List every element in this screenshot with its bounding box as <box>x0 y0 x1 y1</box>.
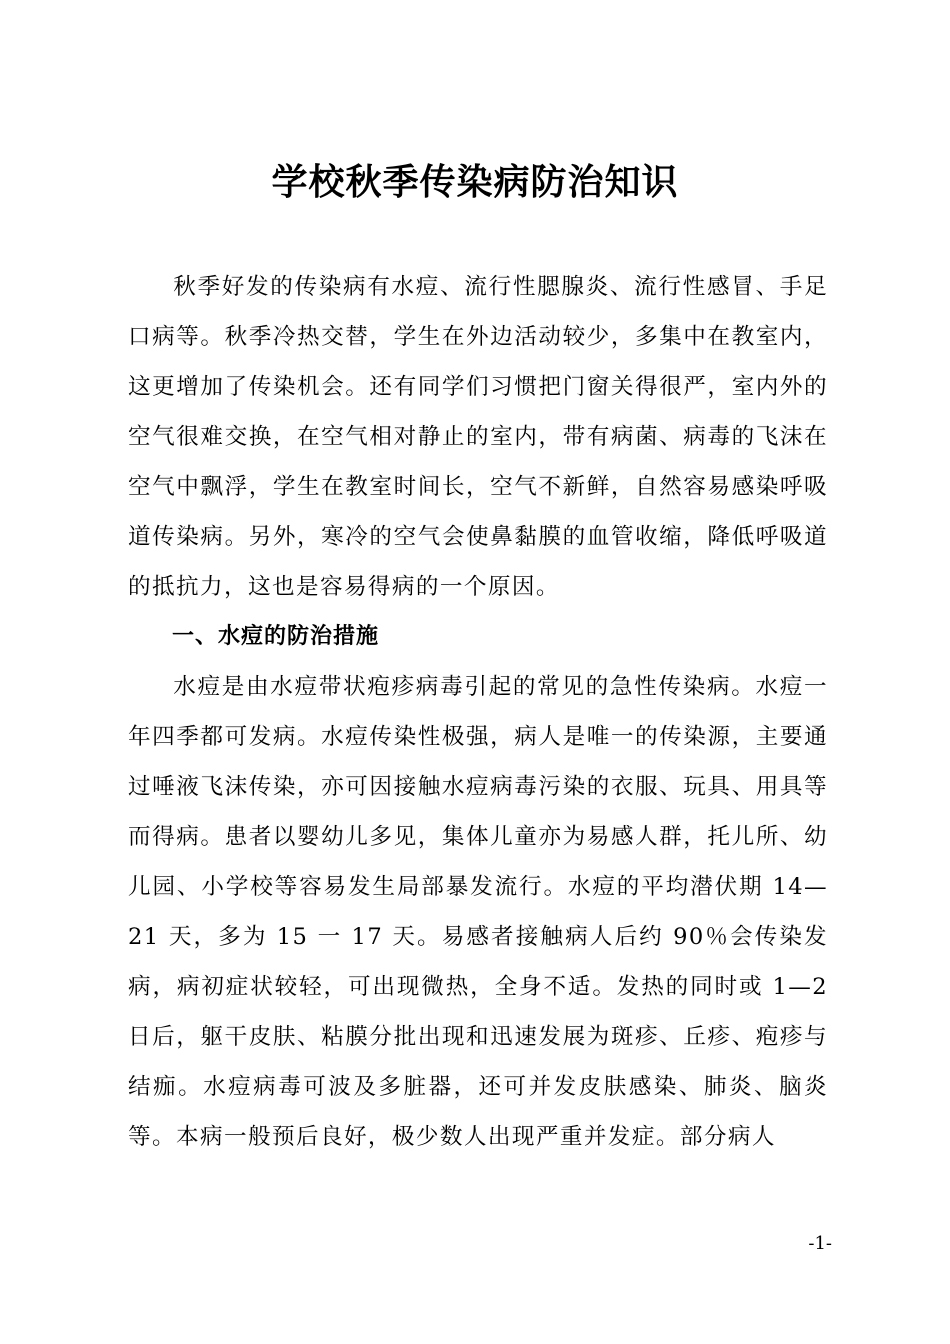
section-paragraph-chickenpox: 水痘是由水痘带状疱疹病毒引起的常见的急性传染病。水痘一年四季都可发病。水痘传染性极强，病人是唯一的传染源，主要通过唾液飞沫传染，亦可因接触水痘病毒污染的衣服、玩具、用具等而得病。患者以婴幼儿多见，集体儿童亦为易感人群，托儿所、幼儿园、小学校等容易发生局部暴发流行。水痘的平均潜伏期 14—21 天，多为 15 一 17 天。易感者接触病人后约 90％会传染发病，病初症状较轻，可出现微热，全身不适。发热的同时或 1—2 日后，躯干皮肤、粘膜分批出现和迅速发展为斑疹、丘疹、疱疹与结痂。水痘病毒可波及多脏器，还可并发皮肤感染、肺炎、脑炎等。本病一般预后良好，极少数人出现严重并发症。部分病人 <box>128 674 828 1150</box>
intro-paragraph: 秋季好发的传染病有水痘、流行性腮腺炎、流行性感冒、手足口病等。秋季冷热交替，学生在外边活动较少，多集中在教室内，这更增加了传染机会。还有同学们习惯把门窗关得很严，室内外的空气很难交换，在空气相对静止的室内，带有病菌、病毒的飞沫在空气中飘浮，学生在教室时间长，空气不新鲜，自然容易感染呼吸道传染病。另外，寒冷的空气会使鼻黏膜的血管收缩，降低呼吸道的抵抗力，这也是容易得病的一个原因。 <box>128 274 828 600</box>
page-number: -1- <box>808 1233 832 1254</box>
document-body <box>128 262 828 1162</box>
section-heading-chickenpox: 一、水痘的防治措施 <box>172 624 380 649</box>
page-title: 学校秋季传染病防治知识 <box>271 161 679 203</box>
